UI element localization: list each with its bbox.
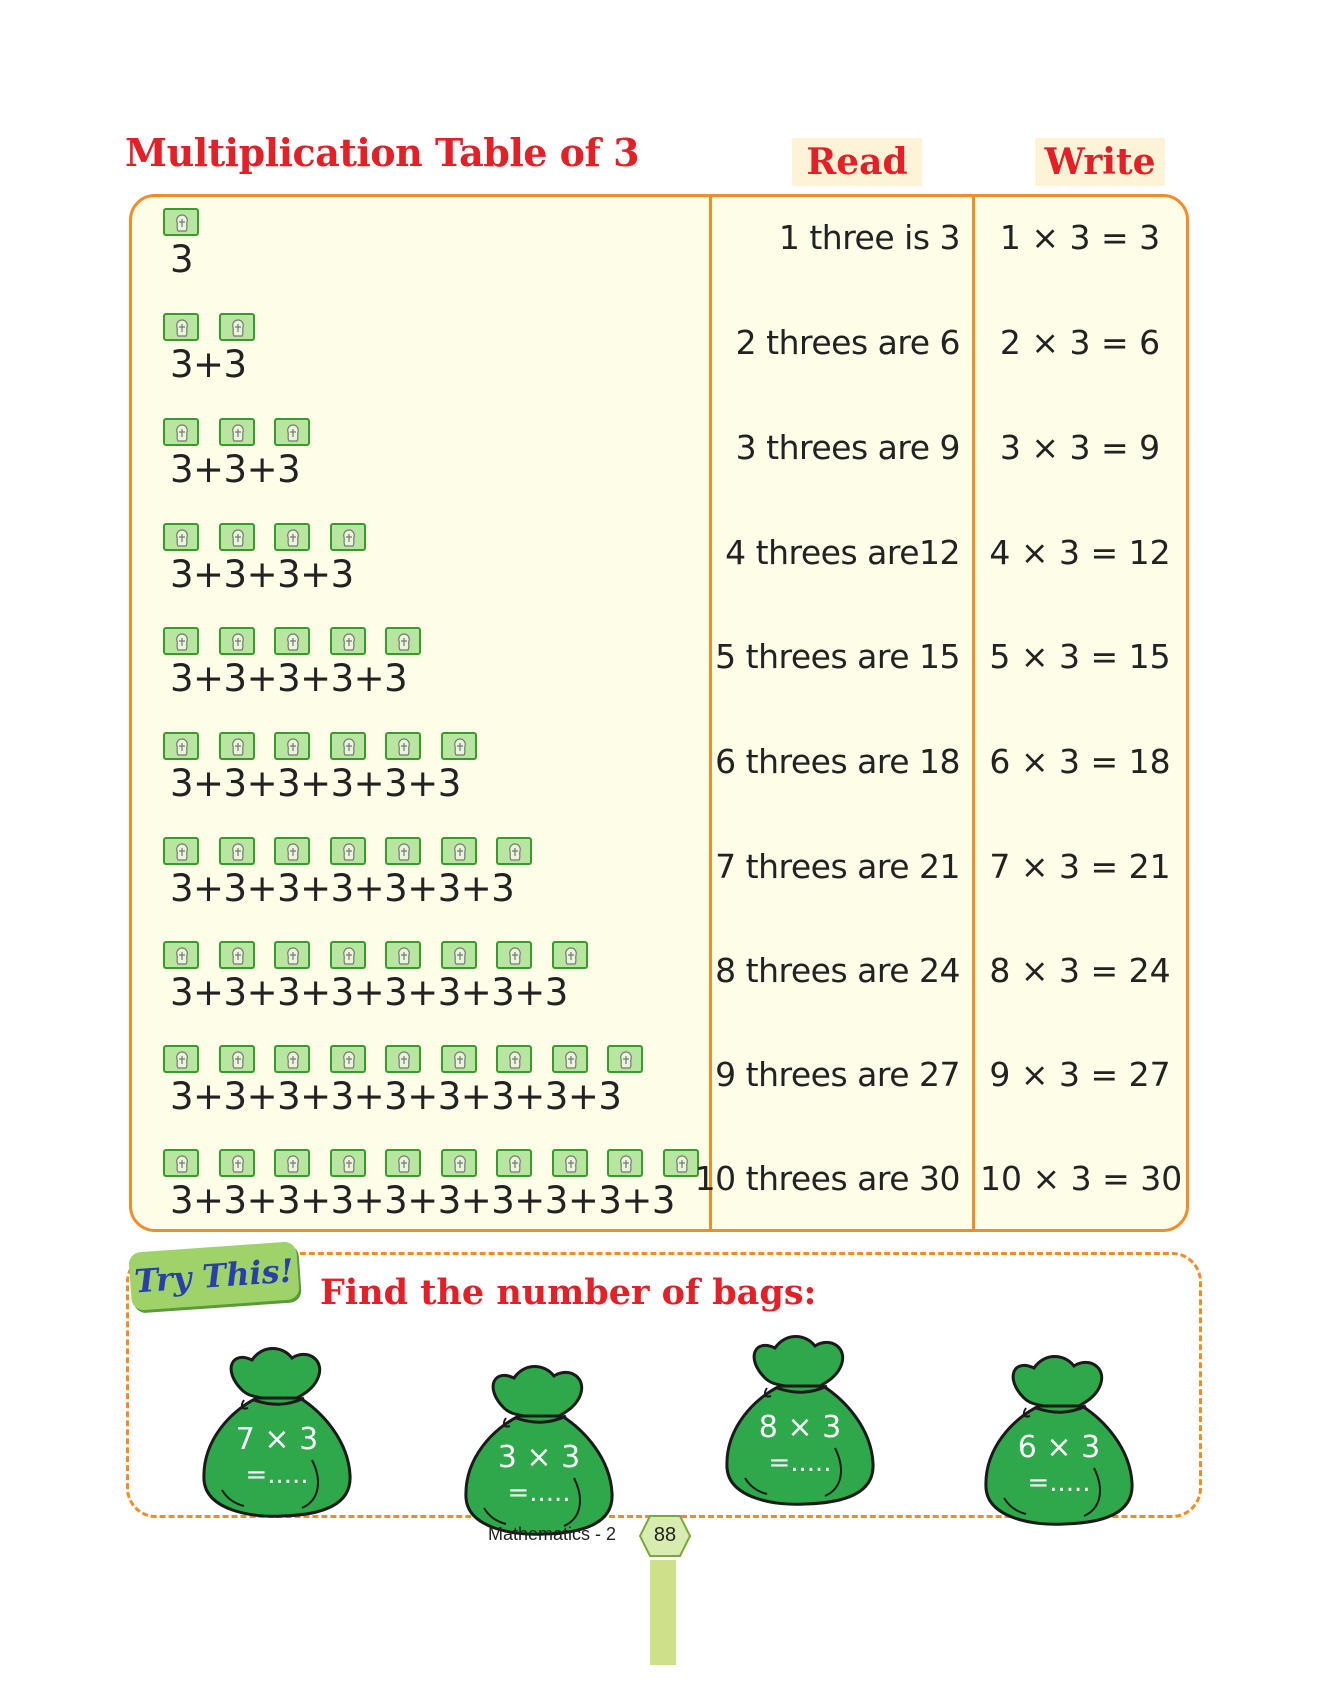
money-bag-icon — [163, 523, 199, 551]
repeated-addition: 3+3+3+3 — [170, 553, 354, 596]
bag-answer-blank: =..... — [507, 1478, 571, 1508]
write-cell: 5 × 3 = 15 — [989, 637, 1171, 676]
read-cell: 8 threes are 24 — [715, 951, 960, 990]
money-bag-icon — [441, 941, 477, 969]
page-title: Multiplication Table of 3 — [125, 130, 640, 175]
money-bag-icon — [385, 941, 421, 969]
read-cell: 10 threes are 30 — [694, 1159, 960, 1198]
money-bag-icon — [163, 208, 199, 236]
write-cell: 4 × 3 = 12 — [989, 533, 1171, 572]
money-bag-icon — [496, 837, 532, 865]
money-bag-icon — [274, 941, 310, 969]
bag-equation: 8 × 3 — [758, 1410, 842, 1445]
bag-equation: 6 × 3 — [1017, 1430, 1101, 1465]
money-bag-icon — [274, 732, 310, 760]
money-bag-icon — [330, 1149, 366, 1177]
money-bag-icon — [219, 837, 255, 865]
bag-equation: 3 × 3 — [497, 1440, 581, 1475]
money-bag-icon — [219, 627, 255, 655]
write-cell: 1 × 3 = 3 — [999, 218, 1161, 257]
money-bag-icon — [219, 732, 255, 760]
money-bag-icon — [274, 418, 310, 446]
write-cell: 9 × 3 = 27 — [989, 1055, 1171, 1094]
read-cell: 1 three is 3 — [778, 218, 960, 257]
money-bag-icon — [552, 1045, 588, 1073]
repeated-addition: 3+3+3+3+3+3+3 — [170, 867, 515, 910]
repeated-addition: 3 — [170, 238, 194, 281]
money-bag-icon — [219, 1149, 255, 1177]
money-bag-icon — [330, 627, 366, 655]
money-bag-icon — [274, 523, 310, 551]
money-bag-icon — [274, 627, 310, 655]
repeated-addition: 3+3+3+3+3 — [170, 657, 408, 700]
table-row — [0, 208, 1332, 312]
write-cell: 6 × 3 = 18 — [989, 742, 1171, 781]
money-bag-icon — [274, 837, 310, 865]
money-bag-icon — [385, 1149, 421, 1177]
money-bag-icon — [219, 418, 255, 446]
money-bag-icon — [663, 1149, 699, 1177]
table-row — [0, 1045, 1332, 1149]
money-bag-icon — [441, 1045, 477, 1073]
money-bag-icon — [385, 1045, 421, 1073]
bag-answer-blank: =..... — [1027, 1468, 1091, 1498]
table-row — [0, 941, 1332, 1045]
read-cell: 6 threes are 18 — [715, 742, 960, 781]
money-bag-icon — [163, 732, 199, 760]
money-bag-icon — [607, 1045, 643, 1073]
repeated-addition: 3+3+3+3+3+3 — [170, 762, 461, 805]
money-bag-icon — [496, 1045, 532, 1073]
money-bag-icon — [163, 313, 199, 341]
money-bag-icon — [441, 732, 477, 760]
money-bag-icon — [163, 837, 199, 865]
money-bag-icon — [607, 1149, 643, 1177]
write-cell: 3 × 3 = 9 — [999, 428, 1161, 467]
money-bag-icon — [163, 418, 199, 446]
table-row — [0, 313, 1332, 417]
repeated-addition: 3+3+3+3+3+3+3+3 — [170, 971, 568, 1014]
money-bag-icon — [163, 1045, 199, 1073]
money-bag — [192, 1340, 362, 1520]
money-bag-icon — [330, 837, 366, 865]
table-row — [0, 627, 1332, 731]
bag-answer-blank: =..... — [768, 1448, 832, 1478]
money-bag-icon — [330, 941, 366, 969]
money-bag — [974, 1348, 1144, 1528]
money-bag-icon — [274, 1045, 310, 1073]
write-cell: 8 × 3 = 24 — [989, 951, 1171, 990]
money-bag-icon — [330, 732, 366, 760]
repeated-addition: 3+3 — [170, 343, 247, 386]
read-column-header: Read — [792, 138, 922, 186]
write-column-header: Write — [1035, 138, 1165, 186]
money-bag — [715, 1328, 885, 1508]
repeated-addition: 3+3+3 — [170, 448, 301, 491]
try-this-title: Find the number of bags: — [320, 1272, 817, 1313]
write-cell: 10 × 3 = 30 — [980, 1159, 1183, 1198]
money-bag — [454, 1358, 624, 1538]
read-cell: 3 threes are 9 — [735, 428, 960, 467]
read-cell: 5 threes are 15 — [715, 637, 960, 676]
money-bag-icon — [496, 941, 532, 969]
money-bag-icon — [163, 941, 199, 969]
money-bag-icon — [552, 1149, 588, 1177]
money-bag-icon — [163, 1149, 199, 1177]
money-bag-icon — [330, 1045, 366, 1073]
repeated-addition: 3+3+3+3+3+3+3+3+3+3 — [170, 1179, 675, 1222]
table-row — [0, 523, 1332, 627]
money-bag-icon — [441, 837, 477, 865]
money-bag-icon — [441, 1149, 477, 1177]
read-cell: 9 threes are 27 — [715, 1055, 960, 1094]
bag-equation: 7 × 3 — [235, 1422, 319, 1457]
footer-strip — [650, 1560, 676, 1665]
money-bag-icon — [385, 732, 421, 760]
read-cell: 2 threes are 6 — [735, 323, 960, 362]
table-row — [0, 732, 1332, 836]
page-number: 88 — [653, 1524, 677, 1546]
try-this-badge: Try This! — [128, 1241, 300, 1311]
footer-book-label: Mathematics - 2 — [488, 1524, 617, 1544]
money-bag-icon — [496, 1149, 532, 1177]
money-bag-icon — [163, 627, 199, 655]
table-row — [0, 418, 1332, 522]
bag-answer-blank: =..... — [245, 1460, 309, 1490]
money-bag-icon — [552, 941, 588, 969]
money-bag-icon — [385, 837, 421, 865]
table-row — [0, 837, 1332, 941]
write-cell: 7 × 3 = 21 — [989, 847, 1171, 886]
table-row — [0, 1149, 1332, 1253]
read-cell: 7 threes are 21 — [715, 847, 960, 886]
money-bag-icon — [219, 1045, 255, 1073]
read-cell: 4 threes are12 — [725, 533, 960, 572]
money-bag-icon — [219, 941, 255, 969]
money-bag-icon — [219, 523, 255, 551]
money-bag-icon — [330, 523, 366, 551]
money-bag-icon — [219, 313, 255, 341]
money-bag-icon — [385, 627, 421, 655]
repeated-addition: 3+3+3+3+3+3+3+3+3 — [170, 1075, 622, 1118]
money-bag-icon — [274, 1149, 310, 1177]
write-cell: 2 × 3 = 6 — [999, 323, 1161, 362]
